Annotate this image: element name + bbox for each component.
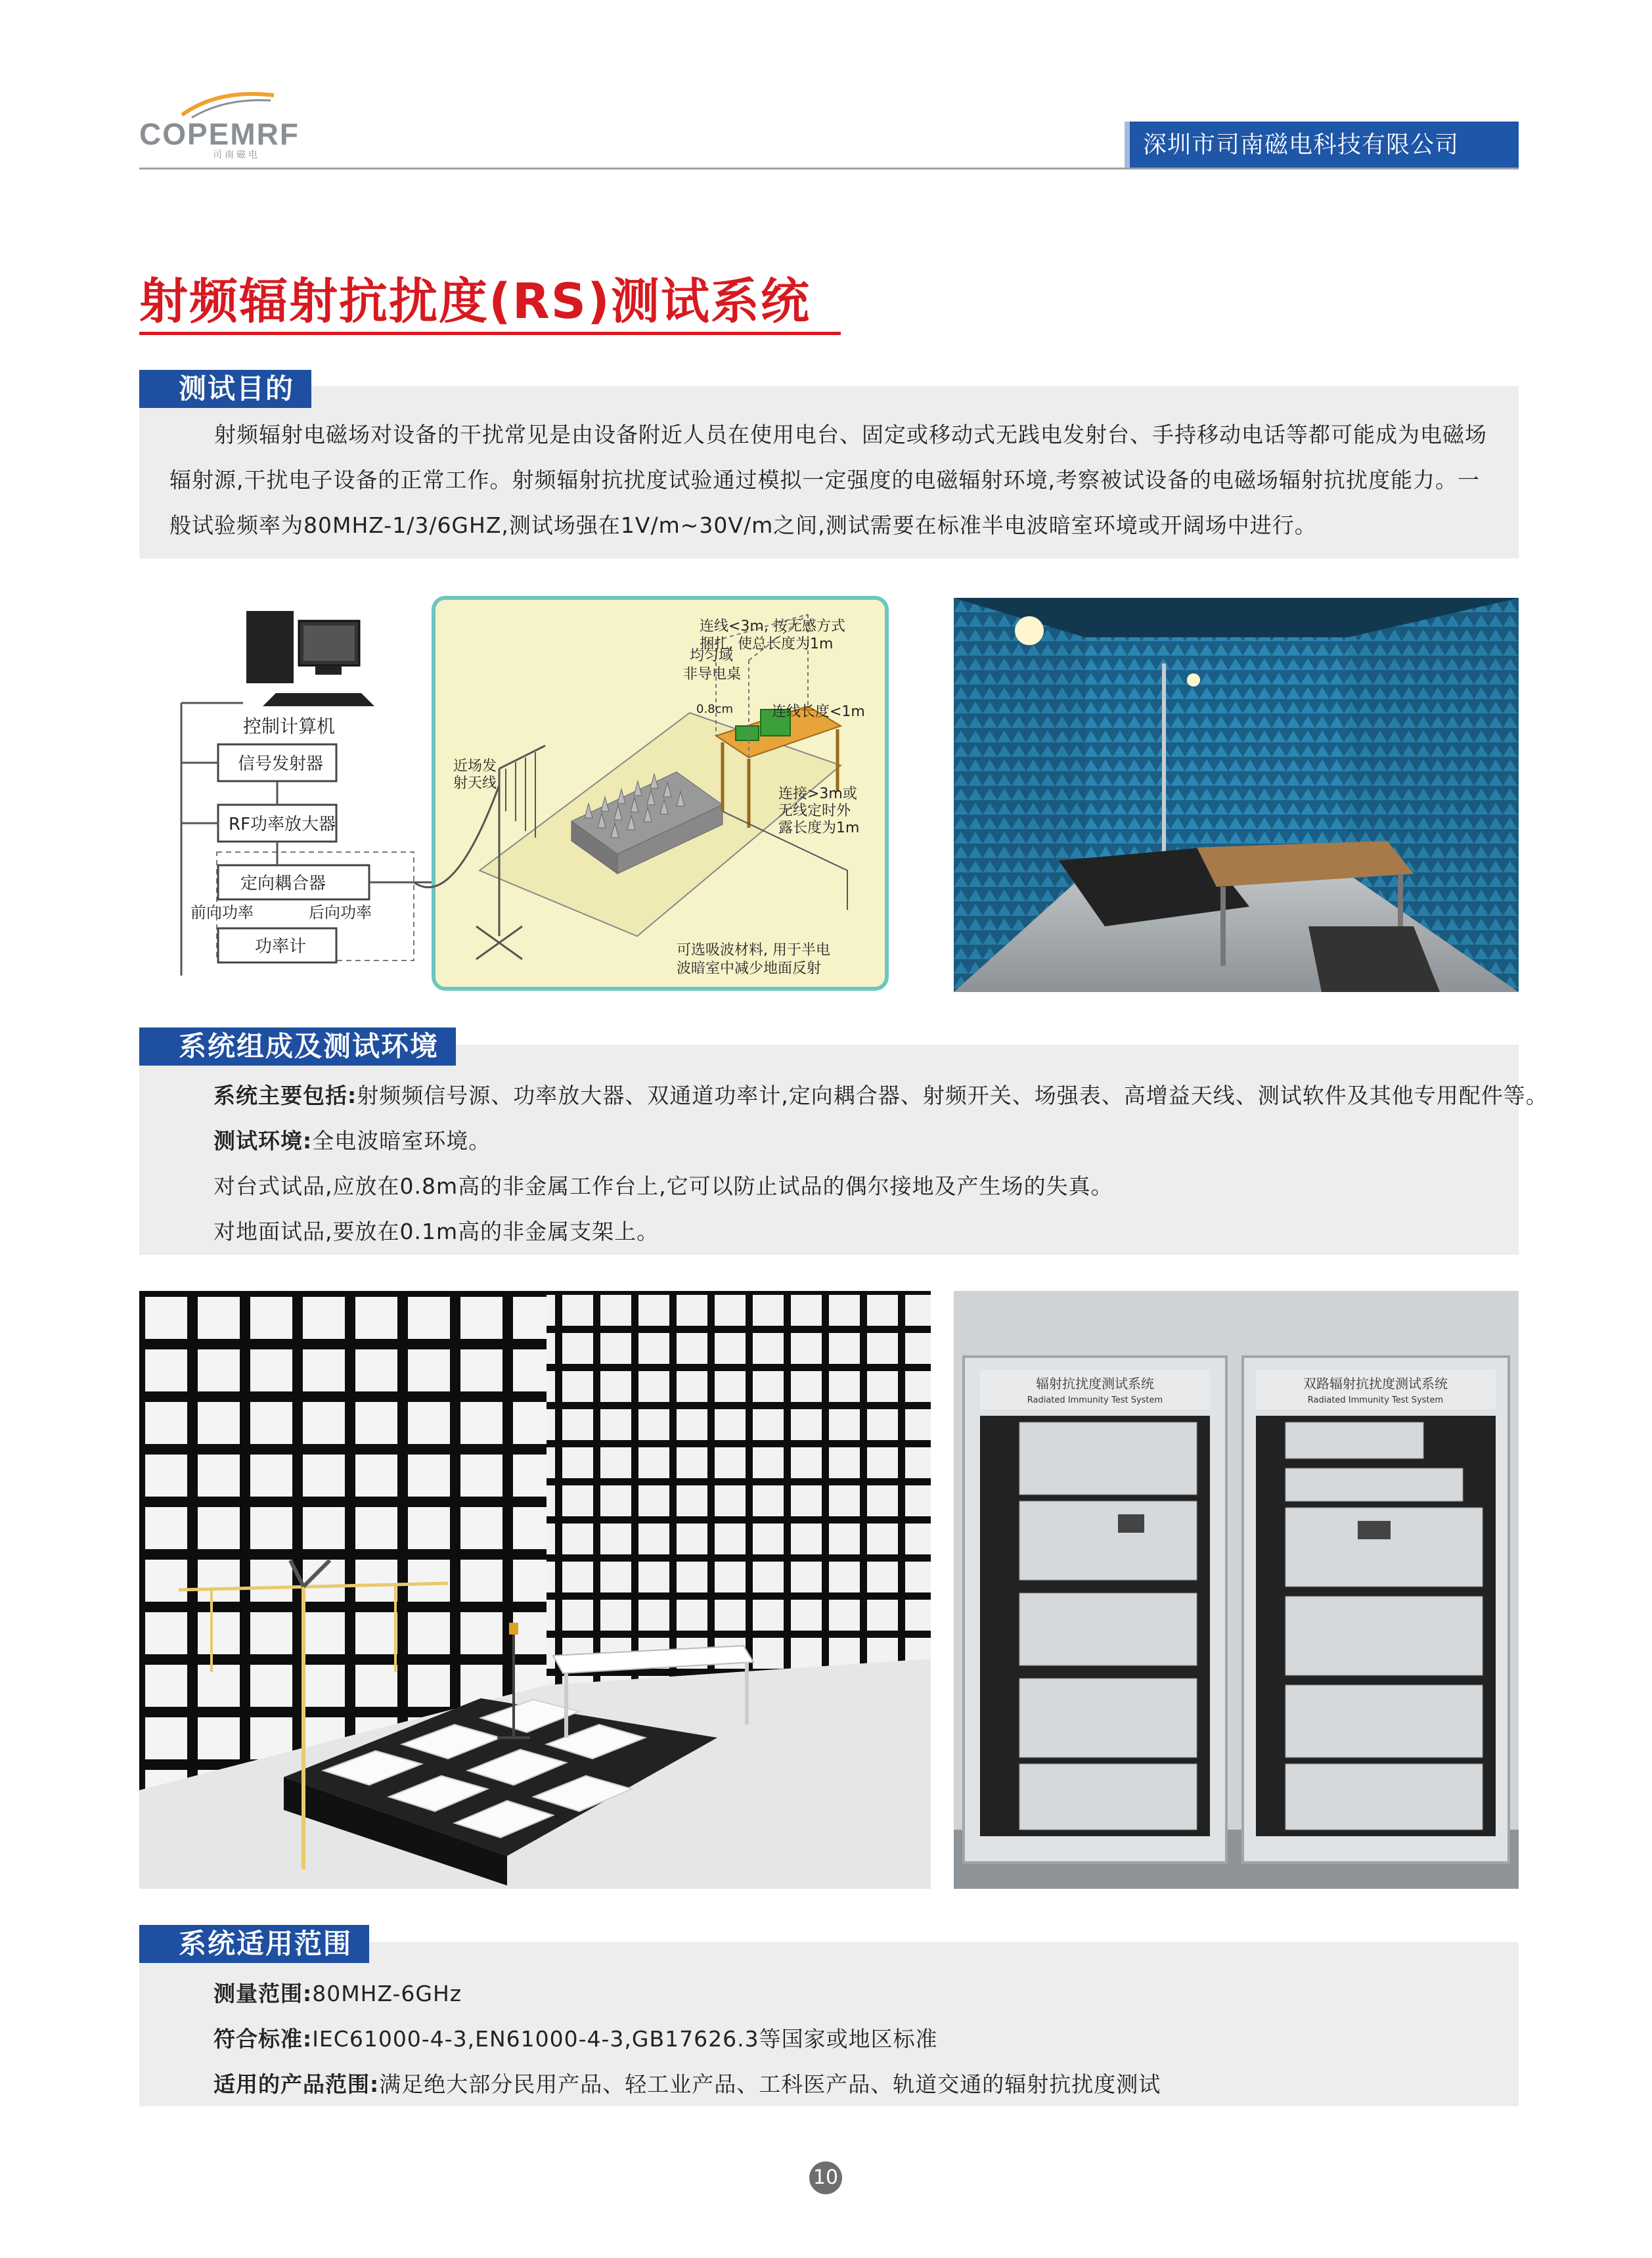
test-system-racks-photo — [954, 1291, 1519, 1889]
diagram-label-signal-gen: 信号发射器 — [238, 754, 324, 774]
computer-icon — [246, 611, 374, 706]
company-name: 深圳市司南磁电科技有限公司 — [1125, 122, 1519, 169]
composition-line-3: 对台式试品,应放在0.8m高的非金属工作台上,它可以防止试品的偶尔接地及产生场的失真。 — [213, 1173, 1113, 1199]
scope-line-1-label: 测量范围: — [213, 1981, 313, 2006]
composition-line-2-value: 全电波暗室环境。 — [312, 1128, 491, 1154]
test-setup-diagram — [177, 595, 890, 992]
diagram-label-uniform: 均匀域 — [690, 648, 734, 664]
composition-line-4: 对地面试品,要放在0.1m高的非金属支架上。 — [213, 1219, 659, 1244]
diagram-label-power-meter: 功率计 — [255, 937, 307, 957]
rack-left-subtitle: Radiated Immunity Test System — [1027, 1395, 1163, 1405]
rack-right-subtitle: Radiated Immunity Test System — [1307, 1395, 1444, 1405]
diagram-note-2: 连线长度<1m — [772, 704, 865, 720]
diagram-label-forward: 前向功率 — [190, 903, 254, 922]
diagram-label-rf-amp: RF功率放大器 — [229, 815, 336, 834]
diagram-label-coupler: 定向耦合器 — [240, 874, 326, 893]
diagram-label-reverse: 后向功率 — [309, 903, 372, 922]
section-purpose-text — [169, 412, 1487, 548]
diagram-label-antenna-b: 射天线 — [453, 775, 497, 792]
rack-right-title: 双路辐射抗扰度测试系统 — [1303, 1376, 1448, 1391]
diagram-label-height: 0.8cm — [696, 702, 734, 716]
scope-line-2 — [213, 2016, 1161, 2062]
diagram-note-3a: 连接>3m或 — [778, 786, 857, 802]
diagram-label-table: 非导电桌 — [683, 666, 742, 683]
section-scope-text — [213, 1971, 1161, 2107]
scope-line-3 — [213, 2062, 1161, 2107]
composition-line-1-label: 系统主要包括: — [213, 1083, 357, 1108]
fully-anechoic-chamber-photo — [139, 1291, 931, 1889]
scope-line-2-value: IEC61000-4-3,EN61000-4-3,GB17626.3等国家或地区标准 — [312, 2026, 938, 2052]
section-scope-label: 系统适用范围 — [139, 1925, 369, 1963]
purpose-line-1: 射频辐射电磁场对设备的干扰常见是由设备附近人员在使用电台、固定或移动式无践电发射台、手持移动电话等都可能成为电磁场 — [214, 422, 1487, 447]
composition-line-2-label: 测试环境: — [213, 1128, 313, 1154]
rack-left-title: 辐射抗扰度测试系统 — [1036, 1376, 1154, 1391]
scope-line-3-value: 满足绝大部分民用产品、轻工业产品、工科医产品、轨道交通的辐射抗扰度测试 — [379, 2071, 1161, 2097]
diagram-label-computer: 控制计算机 — [243, 715, 336, 737]
scope-line-2-label: 符合标准: — [213, 2026, 313, 2052]
purpose-line-3: 般试验频率为80MHZ-1/3/6GHZ,测试场强在1V/m~30V/m之间,测试需要在标准半电波暗室环境或开阔场中进行。 — [169, 512, 1317, 538]
scope-line-1 — [213, 1971, 1161, 2016]
scope-line-3-label: 适用的产品范围: — [213, 2071, 380, 2097]
purpose-line-2: 辐射源,干扰电子设备的正常工作。射频辐射抗扰度试验通过模拟一定强度的电磁辐射环境,考察被试设备的电磁场辐射抗扰度能力。一 — [169, 467, 1480, 493]
diagram-note-3b: 无线定时外 — [778, 803, 851, 819]
header-divider — [139, 168, 1519, 169]
composition-line-2 — [213, 1118, 1548, 1163]
page-number: 10 — [809, 2161, 842, 2194]
scope-line-1-value: 80MHZ-6GHz — [312, 1981, 462, 2006]
diagram-label-absorber-b: 波暗室中减少地面反射 — [677, 960, 822, 977]
title-underline — [139, 332, 841, 335]
diagram-note-3c: 露长度为1m — [778, 820, 860, 836]
anechoic-chamber-photo — [954, 598, 1519, 992]
section-purpose-label: 测试目的 — [139, 370, 311, 408]
diagram-label-antenna-a: 近场发 — [453, 758, 497, 775]
logo-text: COPEMRF — [139, 117, 300, 151]
composition-line-1 — [213, 1073, 1548, 1118]
page-title: 射频辐射抗扰度(RS)测试系统 — [139, 273, 811, 330]
logo-subtext: 司南磁电 — [213, 150, 260, 160]
diagram-note-1b: 捆扎, 使总长度为1m — [700, 636, 834, 652]
company-logo — [139, 89, 300, 161]
diagram-label-absorber-a: 可选吸波材料, 用于半电 — [677, 942, 830, 959]
section-composition-label: 系统组成及测试环境 — [139, 1027, 456, 1066]
composition-line-1-value: 射频频信号源、功率放大器、双通道功率计,定向耦合器、射频开关、场强表、高增益天线、测试软件及其他专用配件等。 — [357, 1083, 1548, 1108]
section-composition-text — [213, 1073, 1548, 1254]
diagram-note-1a: 连线<3m, 按无感方式 — [700, 618, 845, 635]
